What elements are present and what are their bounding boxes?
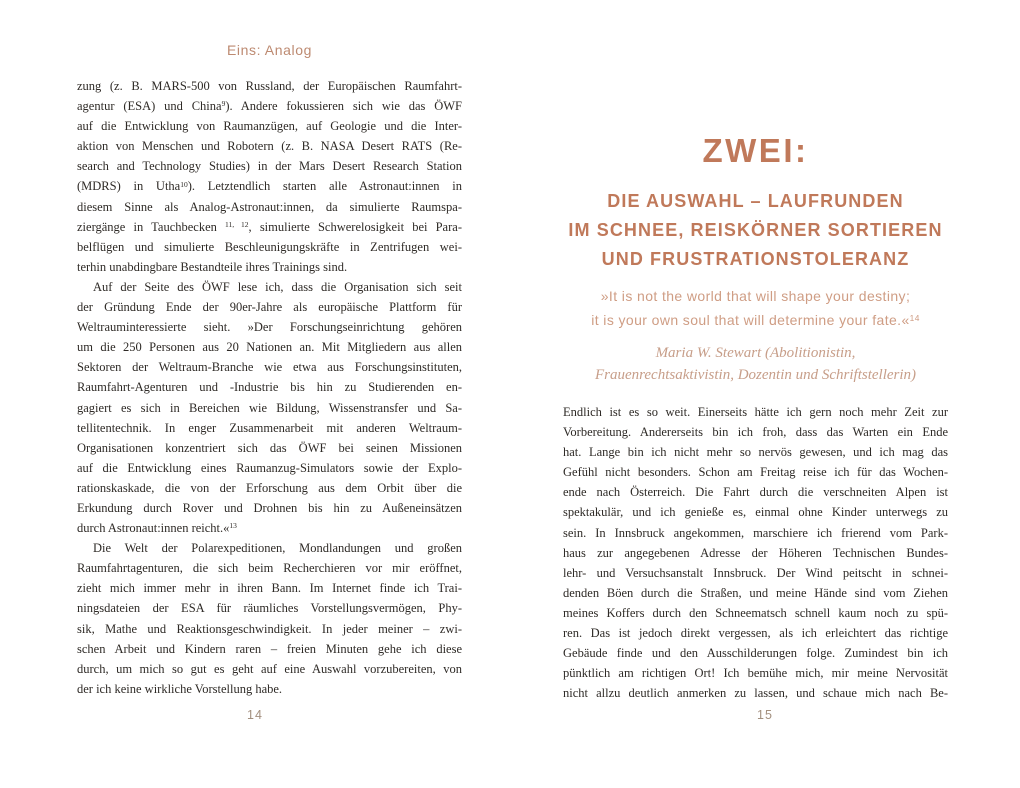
text-line: rationskaskade, die von der Erforschung aus dem Orbit über die (77, 480, 462, 495)
footnote-marker: 10 (180, 179, 188, 189)
chapter-number: ZWEI: (702, 132, 809, 169)
text-line: Organisationen konzentriert sich das ÖWF bei seinen Missionen (77, 440, 462, 455)
text-line: zieht mich immer mehr in ihren Bann. Im Internet finde ich Trai- (77, 581, 462, 596)
page-left (77, 0, 462, 788)
text-line: sik, Mathe und Reaktionsgeschwindigkeit. In jeder meiner – zwi- (77, 621, 462, 636)
text-line: durch Astronaut:innen reicht.«$^{13}$ (77, 521, 237, 536)
footnote-marker: 11, 12 (225, 219, 249, 229)
text-line: Weltrauminteressierte sieht. »Der Forschungseinrichtung gehören (77, 320, 462, 335)
text-line: auf die Entwicklung eines Raumanzug-Simulators sowie der Explo- (77, 460, 462, 475)
text-line: Auf der Seite des ÖWF lese ich, dass die Organisation sich seit (93, 279, 462, 294)
footnote-marker: 9 (221, 99, 226, 109)
text-line: ningsdateien der ESA für räumliches Vorstellungsvermögen, Phy- (77, 601, 462, 616)
text-line: search and Technology Studies) in der Mars Desert Research Station (77, 159, 462, 174)
text-line: (MDRS) in Utha$^{10}$). Letztendlich starten alle Astronaut:innen in (77, 179, 462, 194)
paragraph (563, 402, 948, 703)
page-right (563, 0, 948, 788)
text-line: zung (z. B. MARS-500 von Russland, der Europäischen Raumfahrt- (77, 79, 462, 93)
paragraph (77, 76, 462, 277)
text-line: DIE AUSWAHL – LAUFRUNDEN (607, 191, 904, 211)
text-line: schen Arbeit und Kindern raren – freien Minuten gehe ich diese (77, 641, 462, 656)
text-line: terhin unabdingbare Bestandteile ihres Trainings sind. (77, 259, 348, 274)
chapter-epigraph-quote (538, 284, 973, 332)
text-line: ziergänge in Tauchbecken $^{11, 12}$, simulierte Schwerelosigkeit bei Para- (77, 219, 462, 234)
text-line: belflügen und simulierte Beschleunigungskräfte in Zentrifugen wei- (77, 239, 462, 254)
text-line: »It is not the world that will shape your destiny; (600, 288, 911, 304)
text-line: lehr- und Versuchsanstalt Innsbruck. Der Wind peitscht in schnei- (563, 565, 948, 580)
chapter-title (538, 187, 973, 274)
text-line: gagiert es sich in Bereichen wie Bildung, Wissenstransfer und Sa- (77, 400, 462, 415)
text-line: aktion von Menschen und Robotern (z. B. NASA Desert RATS (Re- (77, 139, 462, 154)
footnote-marker: 14 (909, 312, 920, 323)
text-line: der Gründung Ende der 90er-Jahre als europäische Plattform für (77, 300, 462, 315)
text-line: IM SCHNEE, REISKÖRNER SORTIEREN (568, 220, 943, 240)
text-line: auf die Entwicklung von Raumanzügen, auf Geologie und die Inter- (77, 119, 462, 134)
text-line: ende nach Österreich. Die Fahrt durch die verschneiten Alpen ist (563, 485, 948, 500)
running-header: Eins: Analog (226, 42, 313, 58)
paragraph (77, 538, 462, 699)
footnote-marker: 13 (229, 521, 237, 531)
text-line: tellitentechnik. In enger Zusammenarbeit mit anderen Weltraum- (77, 420, 462, 435)
text-line: Frauenrechtsaktivistin, Dozentin und Schriftstellerin) (594, 367, 917, 383)
text-line: spektakulär, und ich genieße es, einmal ohne Kinder unterwegs zu (563, 505, 948, 520)
text-line: Raumfahrt-Agenturen und -Industrie bis hin zu Studierenden en- (77, 380, 462, 395)
text-line: der ich keine wirkliche Vorstellung habe. (77, 681, 283, 696)
text-line: Endlich ist es so weit. Einerseits hätte ich gern noch mehr Zeit zur (563, 405, 948, 419)
text-line: Raumfahrtagenturen, die sich beim Recherchieren vor mir eröffnet, (77, 561, 462, 576)
text-line: haus zur angegebenen Adresse der Höheren Technischen Bundes- (563, 545, 948, 560)
text-line: meines Koffers durch den Schneematsch schnell kaum noch zu spü- (563, 605, 948, 620)
text-line: Gebäude finde und den Ausschilderungen folge. Zumindest bin ich (563, 646, 948, 661)
text-line: diesem Sinne als Analog-Astronaut:innen, da simulierte Raumspa- (77, 199, 462, 214)
text-line: Vorbereitung. Andererseits bin ich froh, dass das Warten ein Ende (563, 425, 948, 440)
left-body-text (77, 76, 462, 699)
text-line: durch, um mich so gut es geht auf eine Auswahl vorzubereiten, von (77, 661, 462, 676)
text-line: Die Welt der Polarexpeditionen, Mondlandungen und großen (93, 541, 462, 556)
text-line: um die 250 Personen aus 20 Nationen an. Mit Mitgliedern aus allen (77, 340, 462, 355)
page-number-right: 15 (757, 708, 773, 722)
text-line: Sektoren der Weltraum-Branche wie etwa aus Forschungsinstituten, (77, 360, 462, 375)
text-line: nicht allzu deutlich anmerken zu lassen, und schaue mich nach Be- (563, 686, 948, 701)
paragraph (77, 277, 462, 538)
text-line: hat. Lange bin ich nicht mehr so nervös gewesen, und ich mag das (563, 445, 948, 460)
text-line: ren. Das ist jedoch direkt vergessen, als ich erleichtert das richtige (563, 626, 948, 641)
text-line: UND FRUSTRATIONSTOLERANZ (601, 249, 910, 269)
text-line: Maria W. Stewart (Abolitionistin, (655, 345, 856, 361)
text-line: sein. In Innsbruck angekommen, marschiere ich frierend vom Park- (563, 525, 948, 540)
text-line: it is your own soul that will determine your fate.«$^{14}$ (591, 312, 920, 328)
text-line: Gefühl nicht besonders. Schon am Freitag reise ich für das Wochen- (563, 465, 948, 480)
text-line: pünktlich am richtigen Ort! Ich bemühe mich, mir meine Nervosität (563, 666, 948, 681)
quote-attribution (538, 342, 973, 386)
text-line: Erkundung durch Rover und Drohnen bis hin zu Außeneinsätzen (77, 500, 462, 515)
page-number-left: 14 (247, 708, 263, 722)
right-body-text (563, 402, 948, 703)
text-line: denden Böen durch die Straßen, und meine Hände sind vom Ziehen (563, 585, 948, 600)
text-line: agentur (ESA) und China$^9$). Andere fokussieren sich wie das ÖWF (77, 99, 462, 114)
